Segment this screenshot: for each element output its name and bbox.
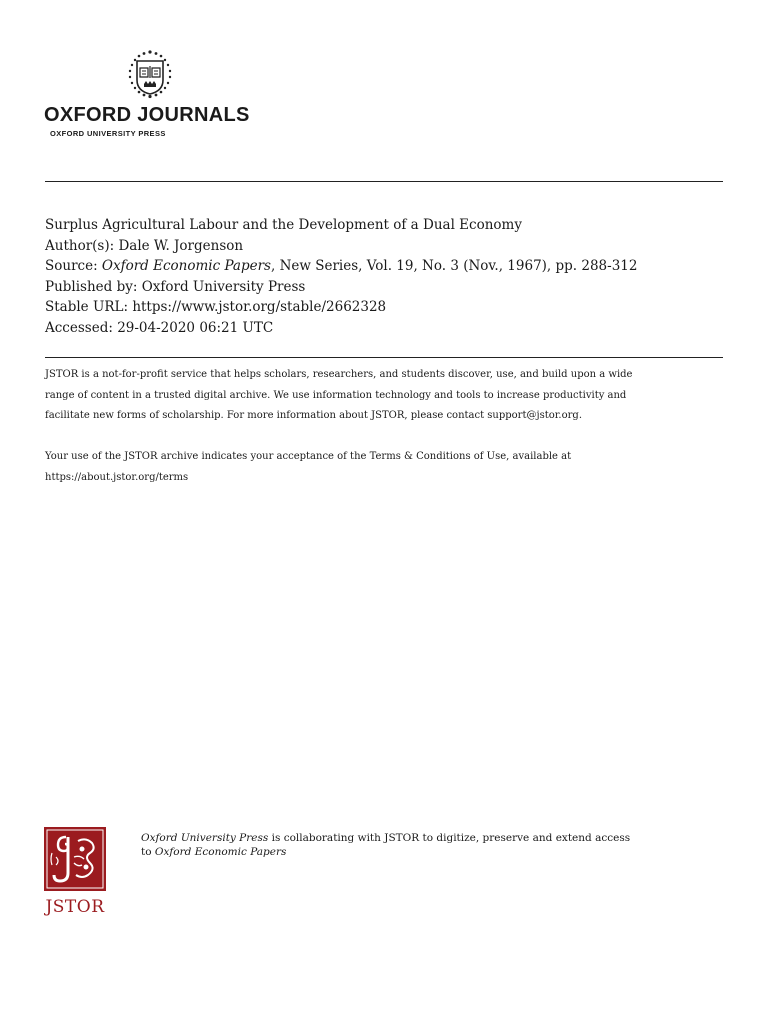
publisher-label: Published by:	[45, 278, 142, 295]
collab-line-1	[141, 832, 630, 846]
article-metadata	[45, 215, 637, 338]
terms-notice	[45, 447, 735, 488]
notice-line: facilitate new forms of scholarship. For more information about JSTOR, please contact support@jstor.org.	[45, 410, 582, 421]
accessed-value: 29-04-2020 06:21 UTC	[117, 319, 274, 336]
source-details: , New Series, Vol. 19, No. 3 (Nov., 1967), pp. 288-312	[271, 258, 638, 274]
collab-journal[interactable]: Oxford Economic Papers	[154, 845, 287, 858]
terms-text: Your use of the JSTOR archive indicates your acceptance of the Terms & Conditions of Use, available at	[45, 451, 572, 462]
notice-line: JSTOR is a not-for-profit service that helps scholars, researchers, and students discover, use, and build upon a wide	[45, 369, 633, 380]
authors-value: Dale W. Jorgenson	[118, 237, 244, 254]
terms-link[interactable]: https://about.jstor.org/terms	[45, 471, 189, 483]
source-journal[interactable]: Oxford Economic Papers	[101, 258, 271, 274]
authors-line	[45, 236, 637, 257]
stable-url-link[interactable]: https://www.jstor.org/stable/2662328	[132, 299, 387, 315]
collab-to: to	[141, 845, 155, 858]
top-divider	[45, 181, 723, 182]
stable-url-label: Stable URL:	[45, 299, 133, 315]
publisher-line	[45, 277, 637, 298]
source-label: Source:	[45, 258, 102, 274]
collab-line-2	[141, 846, 630, 860]
collaboration-statement	[141, 832, 630, 859]
notice-line: range of content in a trusted digital archive. We use information technology and tools to increase productivity and	[45, 389, 627, 401]
accessed-label: Accessed:	[45, 319, 118, 336]
stable-url-line	[45, 297, 637, 318]
jstor-emblem-icon	[44, 827, 106, 891]
collab-text: is collaborating with JSTOR to digitize, preserve and extend access	[268, 832, 631, 844]
authors-label: Author(s):	[45, 237, 119, 254]
middle-divider	[45, 357, 723, 358]
jstor-notice	[45, 365, 735, 427]
logo-title: OXFORD JOURNALS	[44, 104, 250, 126]
jstor-wordmark: JSTOR	[45, 897, 105, 917]
oxford-crest-icon	[126, 44, 174, 102]
collab-publisher: Oxford University Press	[141, 832, 269, 844]
accessed-line	[45, 318, 637, 339]
jstor-logo	[44, 827, 108, 917]
source-line	[45, 256, 637, 277]
article-title: Surplus Agricultural Labour and the Development of a Dual Economy	[45, 217, 522, 233]
publisher-value: Oxford University Press	[141, 278, 306, 295]
logo-subtitle: OXFORD UNIVERSITY PRESS	[50, 129, 166, 138]
